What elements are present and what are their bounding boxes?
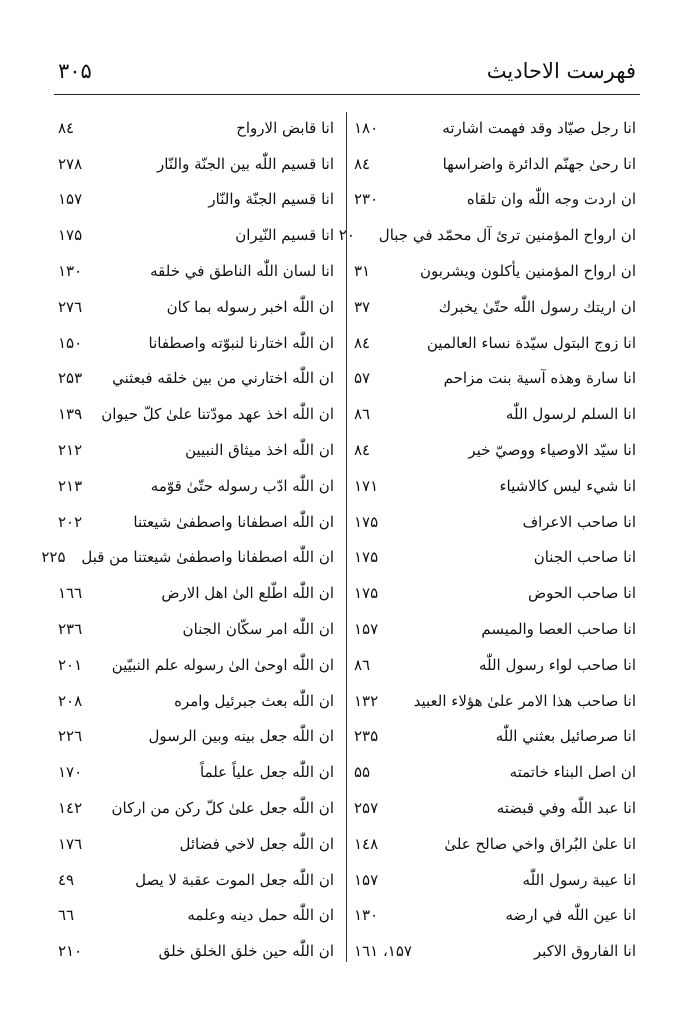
index-entry xyxy=(58,862,334,898)
hadith-text: ان ارواح المؤمنين يأكلون ويشربون xyxy=(419,262,636,281)
right-column xyxy=(338,110,636,970)
index-entry xyxy=(354,683,636,719)
hadith-text: انا لسان اللّٰه الناطق في خلقه xyxy=(150,262,334,281)
hadith-text: ان اللّٰه امر سكّان الجنان xyxy=(182,620,334,639)
hadith-text: انا صاحب الاعراف xyxy=(522,512,636,531)
index-entry xyxy=(338,217,636,253)
index-entry xyxy=(58,647,334,683)
page-reference: ۳۱ xyxy=(354,262,371,281)
page-reference: ۸٤ xyxy=(58,118,75,137)
index-entry xyxy=(58,933,334,969)
index-entry xyxy=(58,182,334,218)
page-reference: ۲۲٦ xyxy=(58,727,83,746)
page-reference: ۲۱۲ xyxy=(58,441,83,460)
page-reference: ۱۵۷ xyxy=(58,190,83,209)
page-reference: ۲۱۰ xyxy=(58,942,83,961)
index-entry xyxy=(354,468,636,504)
page-reference: ۱۳۲ xyxy=(354,691,379,710)
index-entry xyxy=(354,826,636,862)
index-entry xyxy=(58,253,334,289)
index-entry xyxy=(58,575,334,611)
page-reference: ۲۳۰ xyxy=(354,190,379,209)
hadith-text: انا سارة وهذه آسية بنت مزاحم xyxy=(443,369,636,388)
index-entry xyxy=(354,110,636,146)
page-reference: ۱۵۷ xyxy=(354,870,379,889)
index-entry xyxy=(58,146,334,182)
page-reference: ۱۷٦ xyxy=(58,834,83,853)
page-reference: ۱۷۱ xyxy=(354,476,379,495)
hadith-text: انا عيبة رسول اللّٰه xyxy=(522,870,636,889)
hadith-text: انا صاحب الحوض xyxy=(527,584,636,603)
index-entry xyxy=(58,468,334,504)
hadith-text: ان اللّٰه جعل بينه وبين الرسول xyxy=(148,727,334,746)
hadith-text: ان اريتك رسول اللّٰه حتّیٰ يخبرك xyxy=(438,297,636,316)
page-reference: ۸٤ xyxy=(354,333,371,352)
hadith-text: انا صاحب هذا الامر علیٰ هؤلاء العبيد xyxy=(413,691,636,710)
index-entry xyxy=(58,504,334,540)
hadith-text: ان اردت وجه اللّٰه وان تلقاه xyxy=(466,190,636,209)
index-entry xyxy=(354,182,636,218)
page-reference: ۱۳۹ xyxy=(58,405,83,424)
page-header xyxy=(58,56,636,86)
hadith-text: انا صاحب العصا والميسم xyxy=(481,620,636,639)
page-reference: ۲۰ xyxy=(338,226,355,245)
index-entry xyxy=(58,683,334,719)
index-entry xyxy=(354,719,636,755)
hadith-text: ان اللّٰه جعل علیٰ كلّ ركن من اركان xyxy=(111,799,334,818)
index-entry xyxy=(354,253,636,289)
index-entry xyxy=(58,719,334,755)
hadith-text: انا رجل صيّاد وقد فهمت اشارته xyxy=(442,118,636,137)
page-reference: ۱۵۷ xyxy=(354,620,379,639)
page-reference: ۸٦ xyxy=(354,655,371,674)
hadith-text: انا السلم لرسول اللّٰه xyxy=(505,405,636,424)
index-entry xyxy=(58,289,334,325)
index-entry xyxy=(58,361,334,397)
page-reference: ۲۵۳ xyxy=(58,369,83,388)
page-reference: ۵۵ xyxy=(354,763,371,782)
index-entry xyxy=(58,754,334,790)
index-entry xyxy=(354,575,636,611)
index-entry xyxy=(354,289,636,325)
index-entry xyxy=(354,611,636,647)
index-entry xyxy=(58,110,334,146)
page-reference: ۳۷ xyxy=(354,297,371,316)
hadith-text: ان اللّٰه اخذ عهد مودّتنا علیٰ كلّ حيوان xyxy=(101,405,334,424)
hadith-text: انا قابض الارواح xyxy=(236,118,334,137)
index-entry xyxy=(58,898,334,934)
page-reference: ۲۰۲ xyxy=(58,512,83,531)
index-entry xyxy=(58,217,334,253)
hadith-text: ان اللّٰه اطّلع الیٰ اهل الارض xyxy=(161,584,334,603)
page-reference: ۱۵۷، ۱٦۱ xyxy=(354,942,412,961)
index-entry xyxy=(354,862,636,898)
page-reference: ۲۰۸ xyxy=(58,691,83,710)
page-reference: ۱٤۸ xyxy=(354,834,379,853)
index-entry xyxy=(58,432,334,468)
index-entry xyxy=(354,790,636,826)
index-entry xyxy=(354,432,636,468)
index-entry xyxy=(58,826,334,862)
hadith-text: ان اللّٰه اخبر رسوله بما كان xyxy=(166,297,334,316)
page-reference: ۱۳۰ xyxy=(58,262,83,281)
page-reference: ۸٤ xyxy=(354,441,371,460)
hadith-text: انا صرصائيل بعثني اللّٰه xyxy=(495,727,636,746)
page-number: ۳۰۵ xyxy=(58,59,92,83)
hadith-text: انا عين اللّٰه في ارضه xyxy=(505,906,636,925)
page-reference: ۱۳۰ xyxy=(354,906,379,925)
hadith-text: ان اللّٰه اصطفانا واصطفیٰ شيعتنا من قبل xyxy=(81,548,334,567)
index-entry xyxy=(58,325,334,361)
index-entry xyxy=(354,754,636,790)
hadith-text: ان اللّٰه ادّب رسوله حتّیٰ قوّمه xyxy=(150,476,334,495)
index-entry xyxy=(58,611,334,647)
page-reference: ٤۹ xyxy=(58,870,75,889)
hadith-text: ان اللّٰه اصطفانا واصطفیٰ شيعتنا xyxy=(133,512,334,531)
index-entry xyxy=(354,933,636,969)
page-reference: ۱٦٦ xyxy=(58,584,83,603)
page-reference: ۱۷۵ xyxy=(58,226,83,245)
hadith-text: انا قسيم الجنّة والنّار xyxy=(208,190,334,209)
hadith-text: ان ارواح المؤمنين ترئ آل محمّد في جبال xyxy=(378,226,636,245)
hadith-text: انا زوج البتول سيّدة نساء العالمين xyxy=(426,333,636,352)
page-reference: ۱۸۰ xyxy=(354,118,379,137)
header-rule xyxy=(54,94,640,95)
hadith-text: ان اللّٰه اختارنا لنبوّته واصطفانا xyxy=(148,333,334,352)
hadith-text: ان اللّٰه حمل دينه وعلمه xyxy=(187,906,334,925)
page-reference: ۲۷٦ xyxy=(58,297,83,316)
hadith-text: ان اللّٰه جعل الموت عقبة لا يصل xyxy=(135,870,334,889)
hadith-text: ان اصل البناء خاتمته xyxy=(509,763,636,782)
page-title: فهرست الاحاديث xyxy=(486,59,636,83)
page-reference: ۲۳۵ xyxy=(354,727,379,746)
hadith-text: انا صاحب الجنان xyxy=(533,548,636,567)
hadith-text: ان اللّٰه جعل علياً علماً xyxy=(199,763,334,782)
page-reference: ٦٦ xyxy=(58,906,75,925)
page-reference: ۱۷۵ xyxy=(354,548,379,567)
page-reference: ۱۷۵ xyxy=(354,512,379,531)
index-entry xyxy=(354,396,636,432)
page-reference: ۵۷ xyxy=(354,369,371,388)
page-reference: ۱٤۲ xyxy=(58,799,83,818)
page-reference: ۱۷۵ xyxy=(354,584,379,603)
hadith-text: ان اللّٰه اوحیٰ الیٰ رسوله علم النبيّين xyxy=(111,655,334,674)
index-entry xyxy=(354,540,636,576)
hadith-text: ان اللّٰه اختارني من بين خلقه فبعثني xyxy=(112,369,334,388)
hadith-text: انا قسيم النّيران xyxy=(235,226,334,245)
index-entry xyxy=(354,898,636,934)
hadith-text: انا علیٰ البُراق واخي صالح علیٰ xyxy=(444,834,636,853)
hadith-text: انا صاحب لواء رسول اللّٰه xyxy=(478,655,636,674)
hadith-text: ان اللّٰه جعل لاخي فضائل xyxy=(179,834,334,853)
index-entry xyxy=(41,540,334,576)
page-reference: ۲۵۷ xyxy=(354,799,379,818)
index-entry xyxy=(354,146,636,182)
page-reference: ۱۷۰ xyxy=(58,763,83,782)
index-entry xyxy=(354,647,636,683)
hadith-text: انا عبد اللّٰه وفي قبضته xyxy=(496,799,636,818)
page-reference: ۲۷۸ xyxy=(58,154,83,173)
hadith-text: انا شيء ليس كالاشياء xyxy=(499,476,636,495)
index-entry xyxy=(58,790,334,826)
index-entry xyxy=(58,396,334,432)
hadith-text: انا سيّد الاوصياء ووصيّ خير xyxy=(468,441,636,460)
page-reference: ۲۱۳ xyxy=(58,476,83,495)
page-reference: ۲۲۵ xyxy=(41,548,66,567)
page-reference: ۲۰۱ xyxy=(58,655,83,674)
hadith-text: انا رحیٰ جهنّم الدائرة واضراسها xyxy=(442,154,636,173)
hadith-text: انا الفاروق الاكبر xyxy=(533,942,636,961)
hadith-text: انا قسيم اللّٰه بين الجنّة والنّار xyxy=(157,154,334,173)
page-reference: ۸٤ xyxy=(354,154,371,173)
index-entry xyxy=(354,325,636,361)
hadith-text: ان اللّٰه حين خلق الخلق خلق xyxy=(158,942,334,961)
hadith-text: ان اللّٰه بعث جبرئيل وامره xyxy=(174,691,334,710)
left-column xyxy=(41,110,334,970)
page-reference: ۲۳٦ xyxy=(58,620,83,639)
index-entry xyxy=(354,504,636,540)
page-reference: ۱۵۰ xyxy=(58,333,83,352)
index-entry xyxy=(354,361,636,397)
hadith-text: ان اللّٰه اخذ ميثاق النبيين xyxy=(185,441,334,460)
page-reference: ۸٦ xyxy=(354,405,371,424)
